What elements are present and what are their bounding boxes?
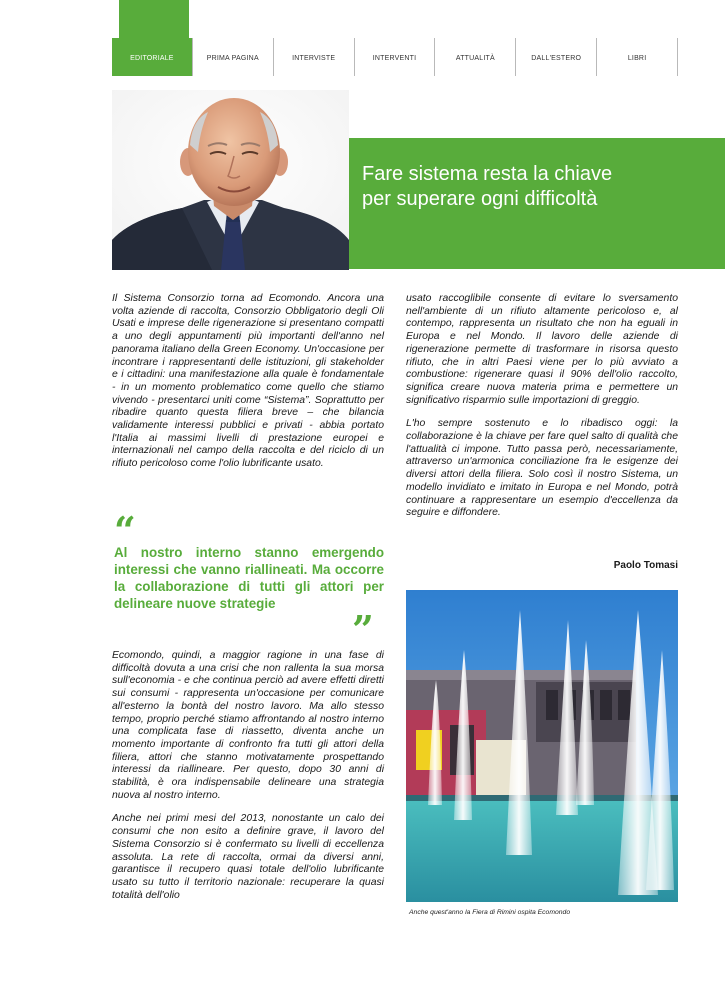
- nav-tab-label: INTERVISTE: [292, 54, 336, 62]
- nav-active-tab-extension: [119, 0, 189, 38]
- headline-line-2: per superare ogni difficoltà: [362, 188, 598, 210]
- right-column: [406, 293, 678, 520]
- nav-tab-label: PRIMA PAGINA: [206, 54, 259, 62]
- left-column-bottom: [112, 650, 384, 902]
- photo-caption: Anche quest'anno la Fiera di Rimini ospita Ecomondo: [409, 909, 571, 916]
- nav-tab-libri[interactable]: [596, 38, 678, 76]
- body-paragraph: usato raccoglibile consente di evitare lo sversamento nell'ambiente di un rifiuto altamente pericoloso e, al contempo, rappresenta un risultato che non ha eguali in Europa e nel Mondo. Il lavoro delle aziende di rigenerazione permette di trasformare in risorsa questo rifiuto, che in altri Paesi viene per lo più avviato a combustione: rigenerare quasi il 90% dell'olio raccolto, significa creare nuova materia prima e permettere un significativo risparmio sulle importazioni di greggio.: [406, 293, 678, 406]
- intro-paragraph: Il Sistema Consorzio torna ad Ecomondo. Ancora una volta aziende di raccolta, Consorzio Obbligatorio degli Oli Usati e imprese delle rigenerazione si presentano compatti a uno degli appuntamenti più importanti dell'anno nel panorama italiano della Green Economy. Un'occasione per incontrare i rappresentanti delle istituzioni, gli stakeholder e i cittadini: una manifestazione alla quale è fondamentale - in un momento problematico come quello che stiamo vivendo - presentarci uniti come “Sistema”. Soprattutto per ribadire quanto questa filiera breve – che bilancia validamente interessi pubblici e privati - abbia portato l'Italia ai massimi livelli di prestazione europei e internazionali nel campo della raccolta e del riciclo di un rifiuto pericoloso come l'olio lubrificante usato.: [112, 293, 384, 470]
- body-paragraph: Anche nei primi mesi del 2013, nonostante un calo dei consumi che non esito a definire grave, il lavoro del Sistema Consorzio si è confermato su livelli di eccellenza assoluta. La rete di raccolta, ormai da diversi anni, garantisce il recupero quasi totale dell'olio lubrificante usato su tutto il territorio nazionale: recuperare la quasi totalità dell'olio: [112, 813, 384, 901]
- left-column-top: [112, 293, 384, 471]
- nav-tab-interventi[interactable]: [354, 38, 435, 76]
- nav-tab-label: INTERVENTI: [372, 54, 417, 62]
- author-portrait: [112, 90, 349, 270]
- body-paragraph: L'ho sempre sostenuto e lo ribadisco oggi: la collaborazione è la chiave per fare quel salto di qualità che l'attualità ci impone. Tutto passa però, necessariamente, attraverso un'armonica conciliazione fra le esigenze dei diversi attori della filiera. Solo così il nostro Sistema, un modello invidiato e imitato in Europa e nel Mondo, potrà continuare a rappresentare un esempio d'eccellenza da seguire e diffondere.: [406, 418, 678, 519]
- nav-tab-attualita[interactable]: [434, 38, 515, 76]
- article-headline: [362, 162, 712, 212]
- nav-tab-label: EDITORIALE: [130, 54, 174, 62]
- nav-tab-editoriale[interactable]: [112, 38, 192, 76]
- top-navigation: [112, 38, 678, 76]
- pull-quote: Al nostro interno stanno emergendo interessi che vanno riallineati. Ma occorre la collaborazione di tutti gli attori per delineare nuove strategie: [114, 545, 384, 611]
- nav-tab-label: ATTUALITÀ: [455, 54, 495, 62]
- nav-tab-prima-pagina[interactable]: [192, 38, 273, 76]
- nav-tab-interviste[interactable]: [273, 38, 354, 76]
- fountain-photo: [406, 590, 678, 902]
- author-signature: Paolo Tomasi: [613, 560, 678, 571]
- quote-close-mark: ”: [352, 607, 374, 652]
- body-paragraph: Ecomondo, quindi, a maggior ragione in una fase di difficoltà dovuta a una crisi che non rallenta la sua morsa sull'economia - e che continua perciò ad avere effetti diretti sui consumi - rappresenta un'occasione per comunicare all'esterno la bontà del nostro lavoro. Ma allo stesso tempo, proprio perché stiamo affrontando al nostro interno una complicata fase di riassetto, diventa anche un momento importante di confronto fra tutti gli attori della filiera, attori che stanno motivatamente prospettando interessi da riallineare. Per questo, dopo 30 anni di stabilità, è ora indispensabile delineare una strategia nuova al nostro interno.: [112, 650, 384, 801]
- headline-line-1: Fare sistema resta la chiave: [362, 163, 613, 185]
- nav-tab-dall-estero[interactable]: [515, 38, 596, 76]
- nav-tab-label: DALL'ESTERO: [531, 54, 582, 62]
- nav-tab-label: LIBRI: [627, 54, 647, 62]
- quote-open-mark: “: [114, 508, 136, 553]
